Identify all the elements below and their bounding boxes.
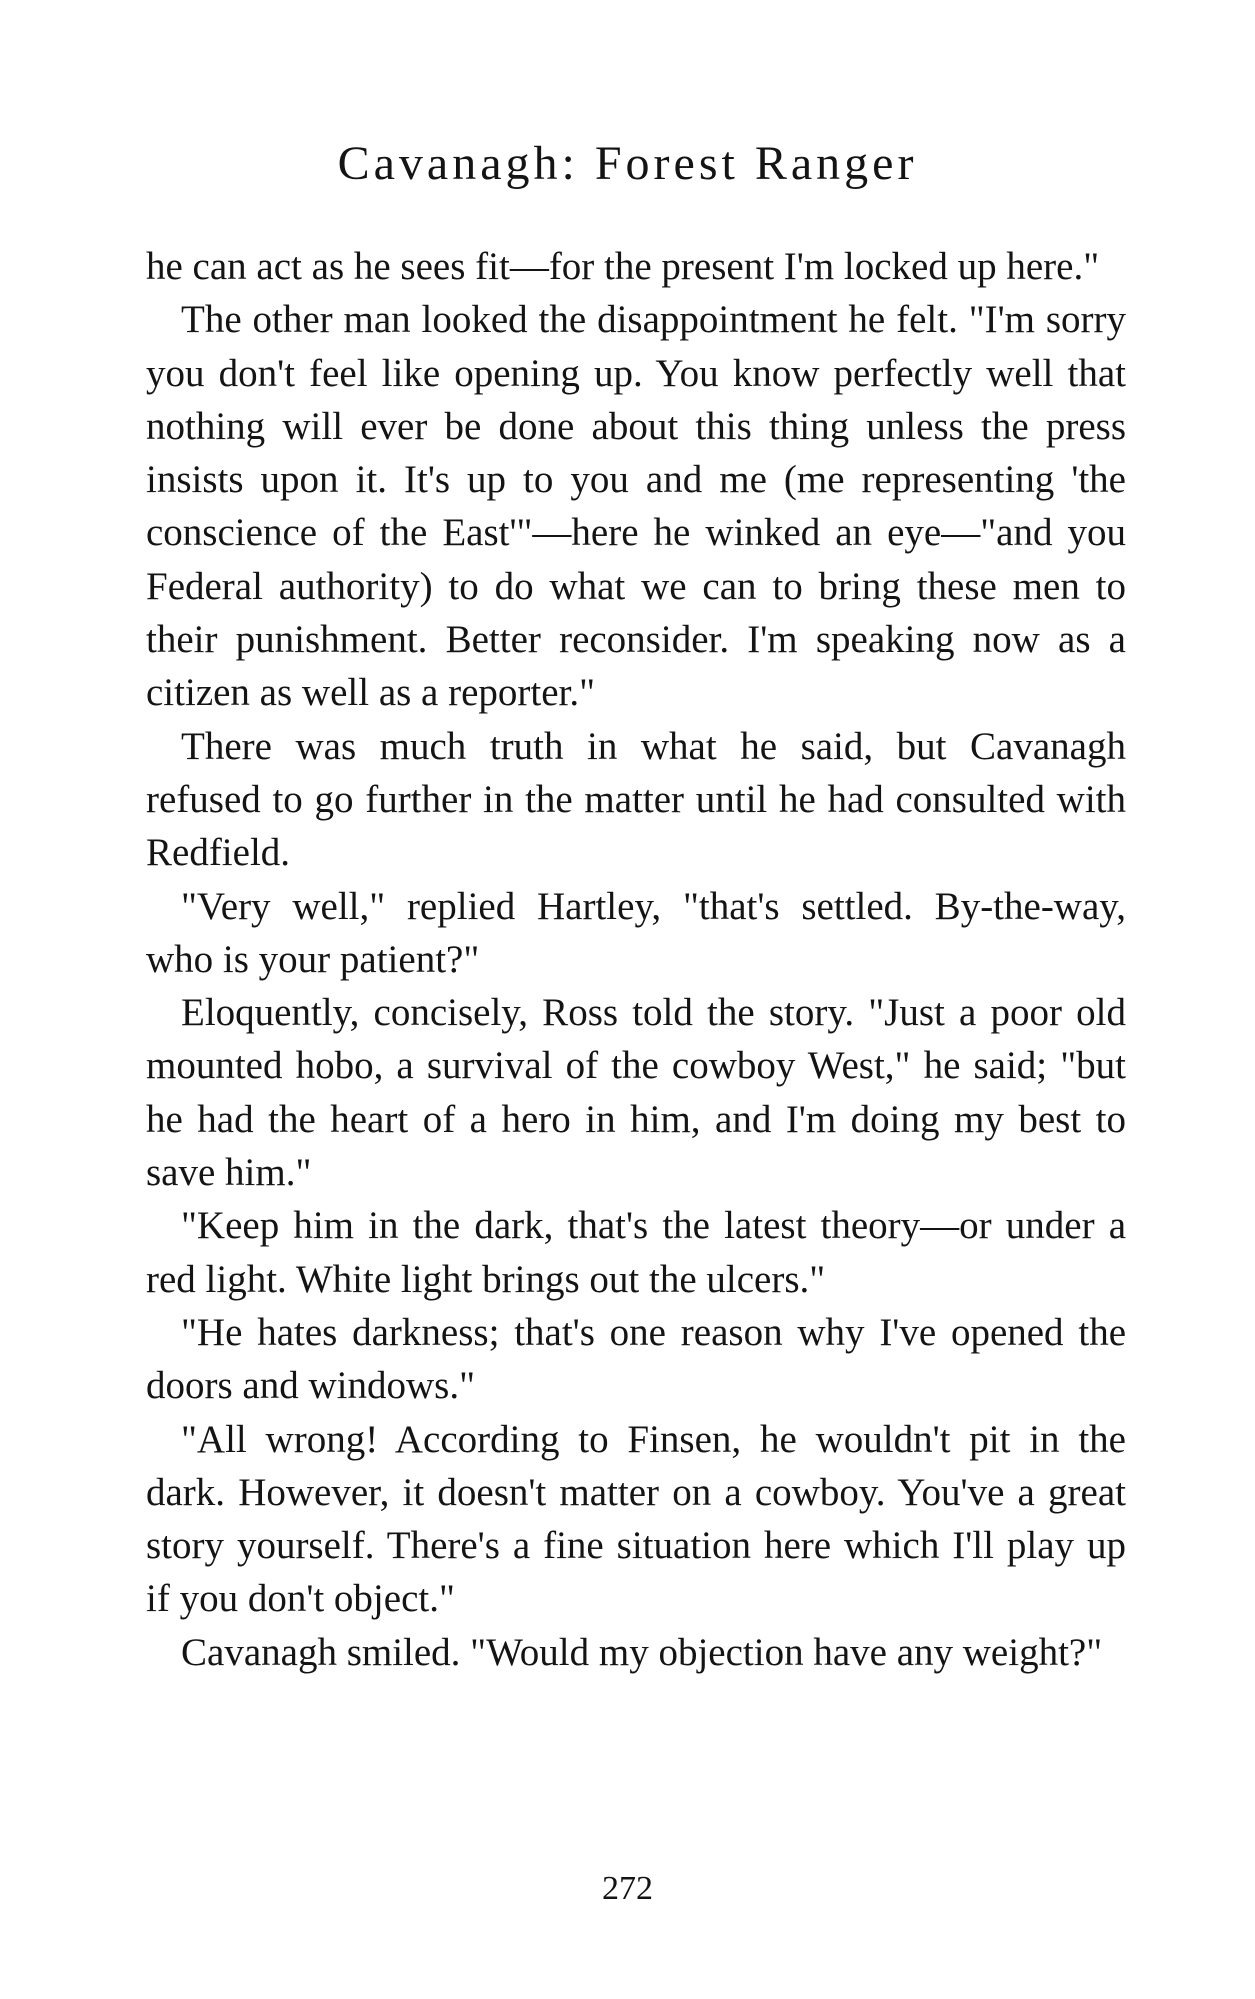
paragraph: "Keep him in the dark, that's the latest theory—or under a red light. White light brings out the ulcers." <box>146 1204 1126 1301</box>
paragraph: The other man looked the disappointment he felt. "I'm sorry you don't feel like opening up. You know perfectly well that nothing will ever be done about this thing unless the press insists upon it. It's up to you and me (me representing 'the conscience of the East'"—here he winked an eye—"and you Federal authority) to do what we can to bring these men to their punishment. Better reconsider. I'm speaking now as a citizen as well as a reporter." <box>146 298 1126 715</box>
paragraph: Cavanagh smiled. "Would my objection have any weight?" <box>181 1630 1103 1674</box>
page-number: 272 <box>602 1870 653 1907</box>
paragraph-continued: he can act as he sees fit—for the present I'm locked up here." <box>146 245 1100 288</box>
paragraph: Eloquently, concisely, Ross told the story. "Just a poor old mounted hobo, a survival of the cowboy West," he said; "but he had the heart of a hero in him, and I'm doing my best to save him." <box>146 991 1126 1195</box>
paragraph: "Very well," replied Hartley, "that's settled. By-the-way, who is your patient?" <box>146 884 1126 981</box>
body-text <box>146 240 1126 1679</box>
paragraph: There was much truth in what he said, but Cavanagh refused to go further in the matter until he had consulted with Redfield. <box>146 724 1126 875</box>
paragraph: "He hates darkness; that's one reason why I've opened the doors and windows." <box>146 1310 1126 1408</box>
running-title: Cavanagh: Forest Ranger <box>337 137 918 190</box>
paragraph: "All wrong! According to Finsen, he wouldn't pit in the dark. However, it doesn't matter on a cowboy. You've a great story yourself. There's a fine situation here which I'll play up if you don't object." <box>146 1417 1126 1621</box>
